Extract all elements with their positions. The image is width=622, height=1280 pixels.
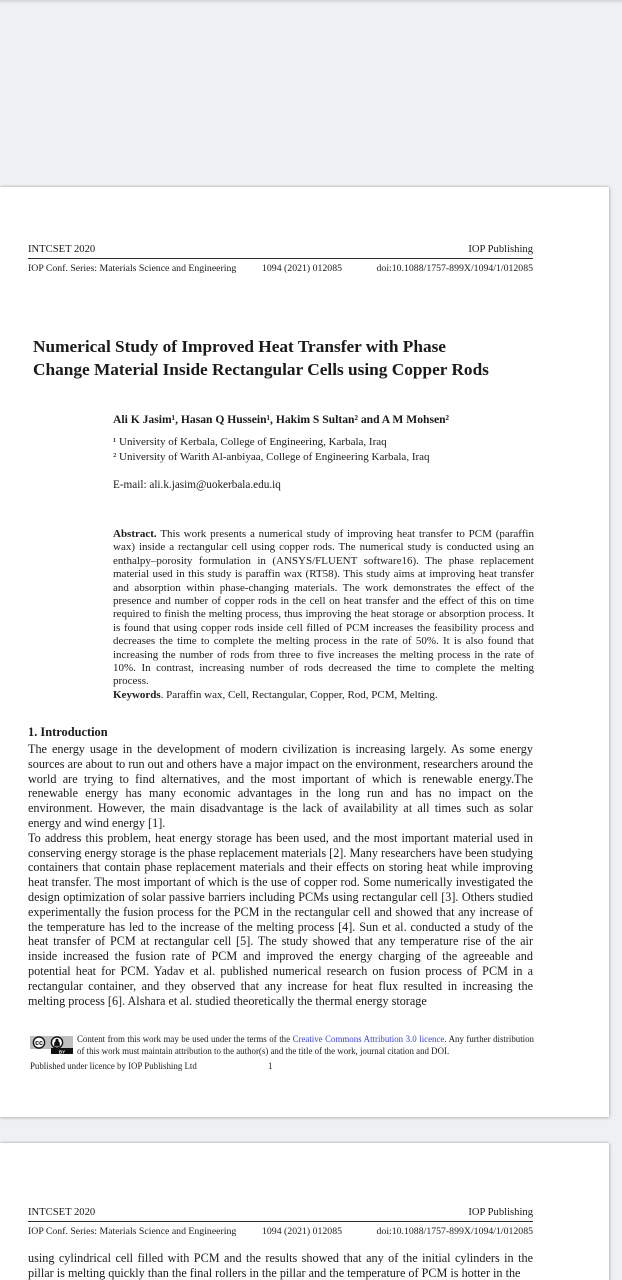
journal-series: IOP Conf. Series: Materials Science and Engineering <box>28 1226 237 1237</box>
page-number: 1 <box>268 1061 273 1072</box>
running-header-page2 <box>28 1207 533 1239</box>
paper-title-line2: Change Material Inside Rectangular Cells using Copper Rods <box>33 359 489 379</box>
running-header <box>28 244 533 276</box>
journal-series: IOP Conf. Series: Materials Science and Engineering <box>28 263 237 274</box>
page-gap-shadow <box>0 0 622 4</box>
introduction-body <box>28 742 533 1008</box>
paper-title-line1: Numerical Study of Improved Heat Transfer with Phase <box>33 337 446 356</box>
creative-commons-link[interactable]: Creative Commons Attribution 3.0 licence <box>292 1034 445 1044</box>
svg-text:BY: BY <box>58 1049 66 1054</box>
abstract-text: This work presents a numerical study of improving heat transfer to PCM (paraffin wax) inside a rectangular cell using copper rods. The numerical study is conducted using an enthalpy–porosity formulation in (ANSYS/FLUENT software16). The phase replacement material used in this study is paraffin wax (RT58). This study aims at improving heat transfer and absorption within phase-changing materials. The work demonstrates the effect of the presence and number of copper rods in the cell on heat transfer and the effect of this on time required to finish the melting process, thus improving the heat storage or absorption process. It is found that using copper rods inside cell filled of PCM increases the feasibility process and decreases the time to complete the melting process in the rate of 50%. It is also found that increasing the number of rods from three to five increases the melting process in the rate of 10%. In contrast, increasing number of rods decreased the time to complete the melting process. <box>113 528 534 688</box>
volume-citation: 1094 (2021) 012085 <box>262 1226 343 1237</box>
page2-body-text: using cylindrical cell filled with PCM and the results showed that any of the initial cylinders in the pillar is melting quickly than the final rollers in the pillar and the temperature of PCM is hotter in the <box>28 1251 533 1280</box>
publisher-name: IOP Publishing <box>468 1207 533 1218</box>
abstract-block <box>113 528 534 702</box>
section-heading-introduction: 1. Introduction <box>28 725 108 739</box>
intro-paragraph-1: The energy usage in the development of modern civilization is increasing largely. As some energy sources are about to run out and others have a major impact on the environment, researchers around the world are trying to find alternatives, and the most important of which is renewable energy.The renewable energy has many economic advantages in the long run and has no impact on the environment. However, the main disadvantage is the lack of availability at all times such as solar energy and wind energy [1]. <box>28 742 533 830</box>
conference-name: INTCSET 2020 <box>28 244 96 255</box>
affiliations <box>113 435 430 465</box>
license-text-post: . Any further distribution of this work must maintain attribution to the author(s) and the title of the work, journal citation and DOI. <box>77 1034 534 1056</box>
abstract-paragraph <box>113 528 534 689</box>
affiliation-2: ² University of Warith Al-anbiyaa, College of Engineering Karbala, Iraq <box>113 451 430 463</box>
conference-name: INTCSET 2020 <box>28 1207 96 1218</box>
abstract-label: Abstract. <box>113 528 157 540</box>
keywords-line <box>113 689 534 702</box>
pdf-page-2 <box>0 1143 609 1280</box>
license-footer <box>30 1034 535 1073</box>
contact-email: E-mail: ali.k.jasim@uokerbala.edu.iq <box>113 479 281 491</box>
published-under-licence: Published under licence by IOP Publishing Ltd <box>30 1061 197 1072</box>
publisher-name: IOP Publishing <box>468 244 533 255</box>
author-list: Ali K Jasim¹, Hasan Q Hussein¹, Hakim S Sultan² and A M Mohsen² <box>113 413 450 426</box>
license-text-pre: Content from this work may be used under the terms of the <box>77 1034 293 1044</box>
cc-by-badge-svg <box>30 1036 73 1054</box>
pdf-page-1 <box>0 187 609 1117</box>
doi-text: doi:10.1088/1757-899X/1094/1/012085 <box>376 1226 533 1237</box>
intro-paragraph-2: To address this problem, heat energy storage has been used, and the most important material used in conserving energy storage is the phase replacement materials [2]. Many researchers have been studying containers that contain phase replacement materials and their effects on storing heat while improving heat transfer. The most important of which is the use of copper rod. Some numerically investigated the design optimization of solar passive barriers including PCMs using rectangular cell [3]. Others studied experimentally the fusion process for the PCM in the rectangular cell and showed that any increase of the temperature has led to the increase of the melting process [4]. Sun et al. conducted a study of the heat transfer of PCM at rectangular cell [5]. The study showed that any temperature rise of the air inside increased the fusion rate of PCM and improved the energy charging of the agreeable and potential heat for PCM. Yadav et al. published numerical research on fusion process of PCM in a rectangular container, and they observed that any increase for heat flux resulted in increasing the melting process [6]. Alshara et al. studied theoretically the thermal energy storage <box>28 830 533 1008</box>
svg-text:cc: cc <box>35 1040 43 1047</box>
keywords-text: . Paraffin wax, Cell, Rectangular, Copper, Rod, PCM, Melting. <box>160 688 438 701</box>
doi-text: doi:10.1088/1757-899X/1094/1/012085 <box>376 263 533 274</box>
paper-title <box>33 336 573 381</box>
cc-by-badge-icon <box>30 1036 73 1056</box>
affiliation-1: ¹ University of Kerbala, College of Engineering, Karbala, Iraq <box>113 436 387 448</box>
license-text <box>77 1034 534 1057</box>
volume-citation: 1094 (2021) 012085 <box>262 263 343 274</box>
keywords-label: Keywords <box>113 688 161 701</box>
